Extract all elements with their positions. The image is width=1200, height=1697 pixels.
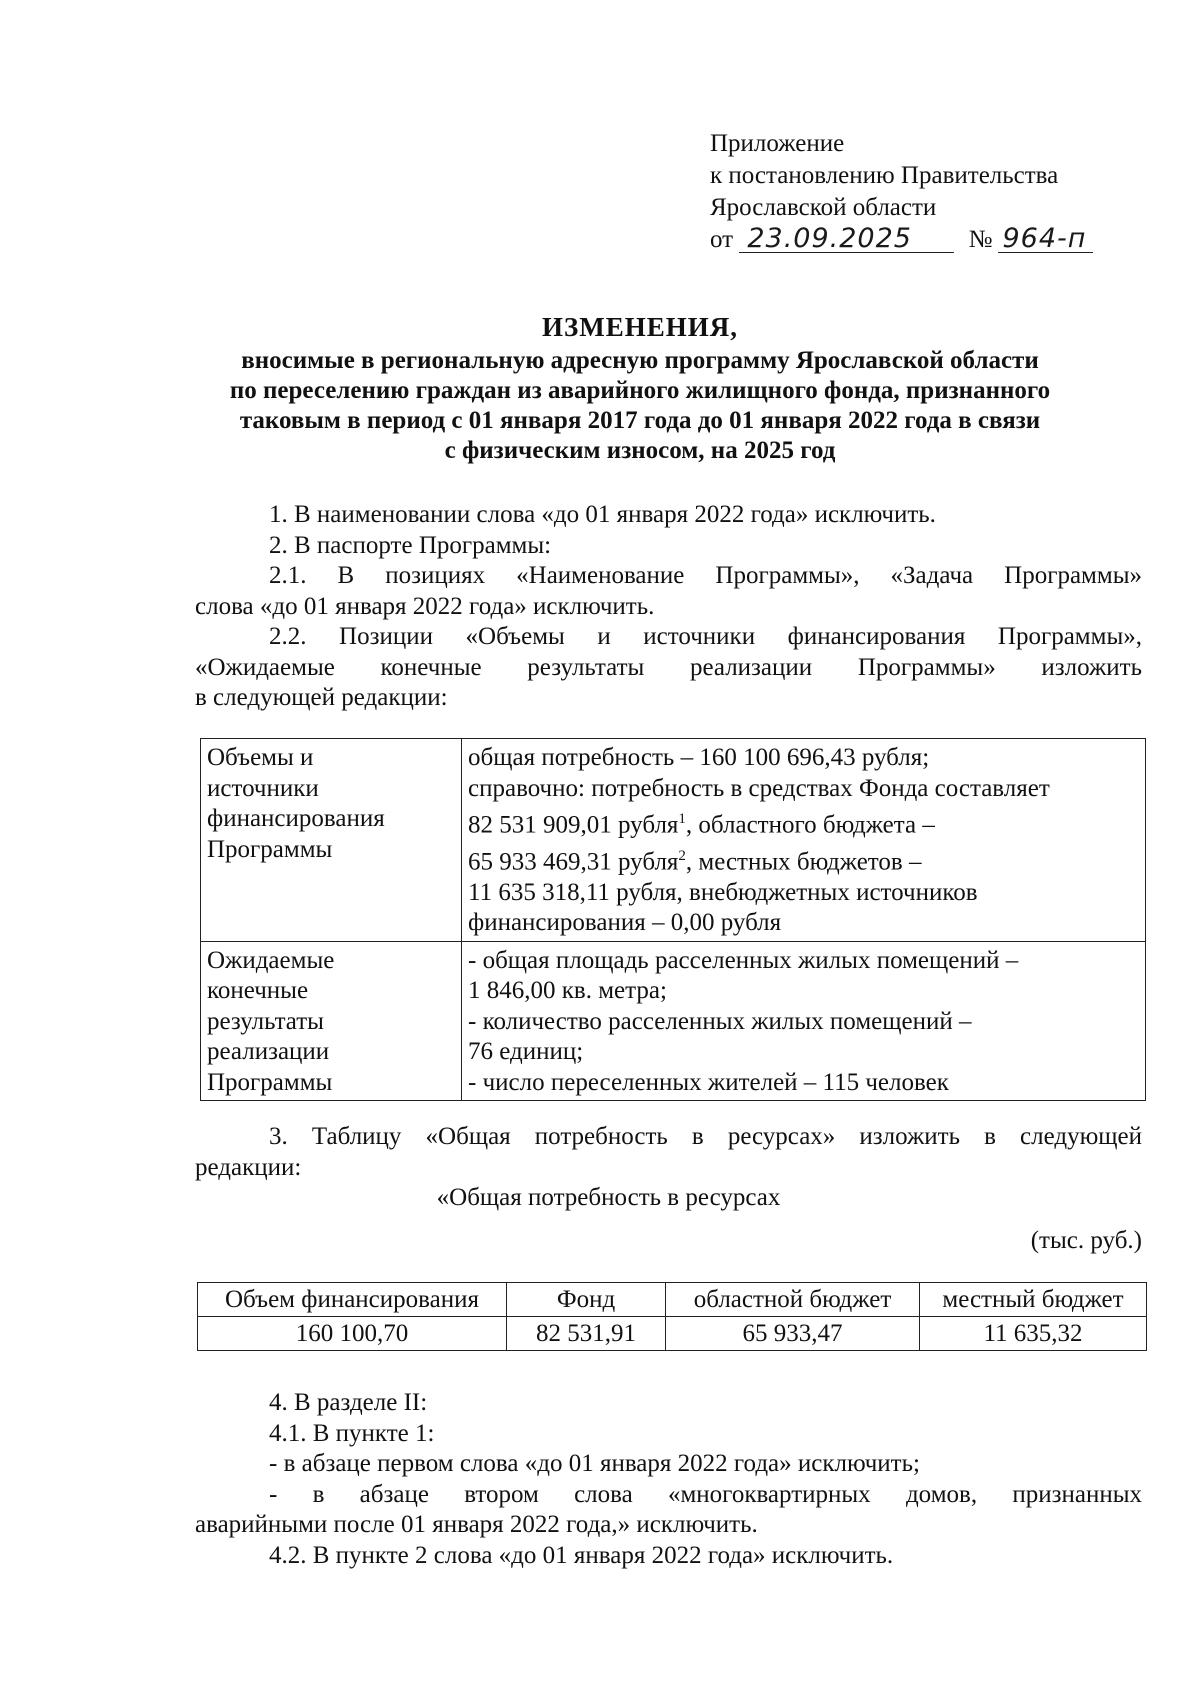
table-cell: 65 933,47 — [666, 1317, 920, 1351]
value-line: - количество расселенных жилых помещений – — [468, 1007, 972, 1035]
table-header-row — [198, 1283, 1147, 1317]
paragraph-4-1-b-line-1: - в абзаце втором слова «многоквартирных домов, признанных — [269, 1480, 1142, 1508]
paragraph-4-1-a: - в абзаце первом слова «до 01 января 2022 года» исключить; — [269, 1450, 920, 1477]
value-line — [468, 804, 1139, 841]
value-text: , местных бюджетов – — [685, 848, 922, 876]
column-header: Фонд — [507, 1283, 666, 1317]
title-sub-3: таковым в период с 01 января 2017 года до 01 января 2022 года в связи — [239, 407, 1041, 434]
title-sub-2: по переселению граждан из аварийного жилищного фонда, признанного — [229, 377, 1051, 404]
value-line: 76 единиц; — [468, 1038, 584, 1066]
value-line: - общая площадь расселенных жилых помещений – — [468, 946, 1019, 974]
resources-table — [197, 1282, 1147, 1351]
label-line: Программы — [207, 1068, 333, 1096]
paragraph-2-1-line-2: слова «до 01 января 2022 года» исключить. — [195, 592, 655, 620]
column-header: Объем финансирования — [198, 1283, 507, 1317]
label-line: источники — [207, 774, 319, 802]
value-line: финансирования – 0,00 рубля — [468, 909, 782, 937]
title-main: ИЗМЕНЕНИЯ, — [541, 312, 738, 342]
label-line: Ожидаемые — [207, 946, 335, 974]
title-sub-1: вносимые в региональную адресную программу Ярославской области — [241, 347, 1039, 374]
paragraph-4-2: 4.2. В пункте 2 слова «до 01 января 2022 года» исключить. — [269, 1541, 894, 1569]
regional-amount: 65 933 469,31 рубля — [468, 848, 679, 876]
value-line: общая потребность – 160 100 696,43 рубля; — [468, 744, 930, 771]
paragraph-2-2-line-1: 2.2. Позиции «Объемы и источники финансирования Программы», — [269, 623, 1142, 650]
funding-label-cell — [201, 739, 462, 942]
footnote-mark-1: 1 — [678, 811, 686, 827]
section-3-line-1: 3. Таблицу «Общая потребность в ресурсах» изложить в следующей — [269, 1123, 1142, 1150]
funding-value-cell — [462, 739, 1146, 942]
table-cell: 160 100,70 — [198, 1317, 507, 1351]
paragraph-4-1: 4.1. В пункте 1: — [269, 1419, 435, 1447]
column-header: местный бюджет — [920, 1283, 1147, 1317]
column-header: областной бюджет — [666, 1283, 920, 1317]
resources-table-title: «Общая потребность в ресурсах — [436, 1184, 781, 1211]
label-line: Объемы и — [207, 744, 314, 771]
table-row — [201, 941, 1146, 1101]
table-row — [198, 1317, 1147, 1351]
footnote-mark-2: 2 — [678, 847, 686, 864]
document-title — [190, 312, 1090, 466]
appendix-line-2: к постановлению Правительства — [710, 162, 1059, 189]
from-label: от — [710, 226, 734, 253]
number-label: № — [968, 226, 993, 253]
units-label: (тыс. руб.) — [1030, 1226, 1142, 1254]
paragraphs-block — [195, 500, 1142, 714]
label-line: Программы — [207, 835, 333, 863]
appendix-line-3: Ярославской области — [710, 194, 937, 221]
table-row — [201, 739, 1146, 942]
section-3-line-2: редакции: — [195, 1153, 302, 1181]
paragraph-4: 4. В разделе II: — [269, 1389, 428, 1416]
paragraph-2-2-line-3: в следующей редакции: — [195, 684, 448, 711]
value-line — [468, 841, 1139, 878]
value-line: - число переселенных жителей – 115 человек — [468, 1068, 949, 1096]
paragraph-4-1-b-line-2: аварийными после 01 января 2022 года,» исключить. — [195, 1511, 758, 1538]
value-text: , областного бюджета – — [685, 811, 935, 839]
table-cell: 11 635,32 — [920, 1317, 1147, 1351]
handwritten-date: 23.09.2025 — [739, 226, 954, 253]
label-line: реализации — [207, 1038, 330, 1066]
appendix-line-1: Приложение — [710, 130, 845, 157]
label-line: финансирования — [207, 805, 385, 832]
value-line: 1 846,00 кв. метра; — [468, 977, 667, 1005]
title-sub-4: с физическим износом, на 2025 год — [444, 437, 836, 464]
appendix-date-line — [710, 224, 1093, 256]
table-cell: 82 531,91 — [507, 1317, 666, 1351]
paragraph-2-1-line-1: 2.1. В позициях «Наименование Программы», «Задача Программы» — [269, 562, 1142, 589]
paragraph-1: 1. В наименовании слова «до 01 января 2022 года» исключить. — [269, 501, 936, 528]
section-4 — [195, 1388, 1142, 1571]
results-label-cell — [201, 941, 462, 1101]
passport-table — [200, 738, 1146, 1101]
value-line: справочно: потребность в средствах Фонда составляет — [468, 774, 1050, 802]
label-line: конечные — [207, 977, 309, 1005]
fund-amount: 82 531 909,01 рубля — [468, 811, 679, 839]
paragraph-2-2-line-2: «Ожидаемые конечные результаты реализации Программы» изложить — [195, 653, 1142, 681]
label-line: результаты — [207, 1007, 324, 1035]
paragraph-2: 2. В паспорте Программы: — [269, 531, 552, 559]
section-3 — [195, 1122, 1142, 1256]
value-line: 11 635 318,11 рубля, внебюджетных источников — [468, 878, 978, 906]
results-value-cell — [462, 941, 1146, 1101]
handwritten-number: 964-п — [998, 226, 1093, 253]
appendix-block — [710, 128, 1093, 256]
